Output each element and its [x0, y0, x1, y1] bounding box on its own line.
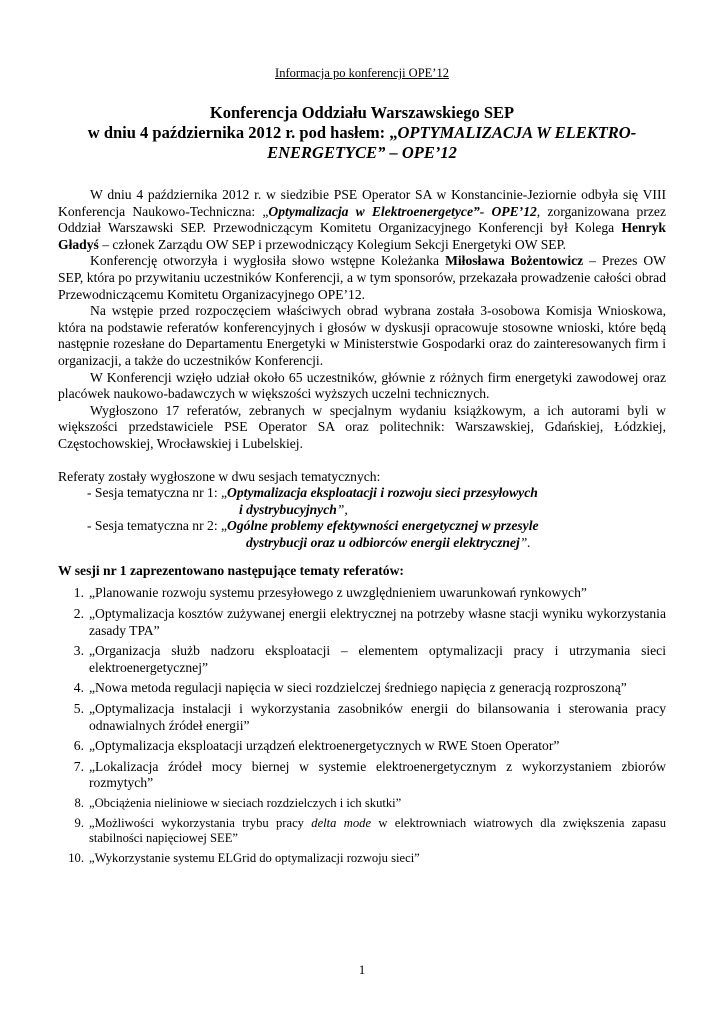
- sessions-intro: Referaty zostały wygłoszone w dwu sesjach tematycznych:: [58, 468, 381, 484]
- session-1-topic-end: ”,: [336, 501, 348, 517]
- list-item-text: „Optymalizacja eksploatacji urządzeń elektroenergetycznych w RWE Stoen Operator”: [89, 738, 560, 754]
- session-2-topic-line-2: [58, 535, 666, 552]
- list-item-number: 9.: [74, 815, 84, 830]
- p2-text-a: Konferencję otworzyła i wygłosiła słowo wstępne Koleżanka: [90, 253, 446, 269]
- list-item: [58, 851, 666, 867]
- list-item: [58, 759, 666, 792]
- list-item-number: 6.: [73, 738, 84, 754]
- list-item-text: „Lokalizacja źródeł mocy biernej w systemie elektroenergetycznym z wykorzystaniem zbiorów rozmytych”: [89, 758, 666, 791]
- session-2-topic-end: ”.: [519, 534, 531, 550]
- list-item-number: 1.: [73, 585, 84, 601]
- session-1-lead: - Sesja tematyczna nr 1: „: [87, 485, 228, 501]
- list-item-number: 3.: [73, 643, 84, 659]
- list-item-text: „Optymalizacja instalacji i wykorzystania zasobników energii do bilansowania i sterowania pracy odnawialnych źródeł energii”: [89, 701, 666, 733]
- paragraph-4: W Konferencji wzięło udział około 65 uczestników, głównie z różnych firm energetyki zawodowej oraz placówek naukowo-badawczych w większości wyższych uczelni technicznych.: [58, 369, 666, 402]
- references-heading: W sesji nr 1 zaprezentowano następujące tematy referatów:: [58, 563, 404, 579]
- document-header: Informacja po konferencji OPE’12: [275, 66, 449, 80]
- session-2-lead: - Sesja tematyczna nr 2: „: [87, 518, 228, 534]
- references-list: [58, 585, 666, 866]
- p2-person-name: Miłosława Bożentowicz: [445, 253, 584, 269]
- paragraph-3: Na wstępie przed rozpoczęciem właściwych obrad wybrana została 3-osobowa Komisja Wnioskowa, która na podstawie referatów konferencyjnych i głosów w dyskusji opracowuje stosowne wnioski, które będą następnie rozesłane do Departamentu Energetyki w Ministerstwie Gospodarki oraz do zainteresowanych firm i organizacji, a także do uczestników Konferencji.: [58, 303, 666, 368]
- list-item-text: „Optymalizacja kosztów zużywanej energii elektrycznej na potrzeby własne stacji wyniku wykorzystania zasady TPA”: [89, 606, 666, 638]
- title-line-2-italic: OPTYMALIZACJA W ELEKTRO-: [397, 123, 637, 142]
- session-2: [58, 518, 666, 535]
- spacer: [58, 453, 666, 469]
- p2-text-c: – Prezes OW SEP, która po przywitaniu uczestników Konferencji, a w tym sponsorów, przekazała prowadzenie całości obrad Przewodniczącemu Komitetu Organizacyjnego OPE’12.: [58, 253, 666, 302]
- session-1-topic-line-2-text: i dystrybucyjnych: [239, 501, 337, 517]
- list-item: [58, 796, 666, 812]
- list-item: [58, 701, 666, 734]
- p1-text-a: W dniu 4 października 2012 r. w siedzibie PSE Operator SA w Konstancinie-Jeziornie odbyła się VIII Konferencja Naukowo-Techniczna: „: [58, 187, 666, 219]
- list-item-text-a: „Możliwości wykorzystania trybu pracy: [89, 815, 312, 830]
- list-item: [58, 585, 666, 602]
- list-item-number: 4.: [73, 680, 84, 696]
- list-item: [58, 643, 666, 676]
- session-1-topic-line-2: [58, 502, 666, 519]
- session-2-topic-line-2-text: dystrybucji oraz u odbiorców energii elektrycznej: [246, 534, 520, 550]
- list-item-number: 7.: [73, 758, 84, 774]
- p1-conference-name: Optymalizacja w Elektroenergetyce”- OPE’12: [268, 203, 537, 219]
- list-item-number: 5.: [73, 701, 84, 717]
- session-1: [58, 485, 666, 502]
- paragraph-5: Wygłoszono 17 referatów, zebranych w specjalnym wydaniu książkowym, a ich autorami byli w większości przedstawiciele PSE Operator SA oraz politechnik: Warszawskiej, Gdańskiej, Łódzkiej, Częstochowskiej, Wrocławskiej i Lubelskiej.: [58, 402, 666, 451]
- title-line-3: ENERGETYCE” – OPE’12: [267, 143, 457, 162]
- session-1-topic-line-1: Optymalizacja eksploatacji i rozwoju sieci przesyłowych: [227, 485, 538, 501]
- list-item-text-emphasis: delta mode: [311, 815, 372, 830]
- list-item: [58, 606, 666, 639]
- title-line-1: Konferencja Oddziału Warszawskiego SEP: [209, 103, 515, 122]
- list-item: [58, 816, 666, 847]
- session-2-topic-line-1: Ogólne problemy efektywności energetycznej w przesyle: [227, 518, 539, 534]
- list-item-number: 8.: [74, 796, 84, 810]
- paragraph-2: [58, 253, 666, 303]
- title-line-2-plain: w dniu 4 października 2012 r. pod hasłem: „: [87, 123, 398, 142]
- p1-text-c: , zorganizowana przez Oddział Warszawski SEP. Przewodniczącym Komitetu Organizacyjnego Konferencji był Kolega: [58, 203, 666, 236]
- list-item-text: „Nowa metoda regulacji napięcia w sieci rozdzielczej średniego napięcia z generacją rozproszoną”: [89, 680, 627, 696]
- list-item-number: 2.: [73, 606, 84, 622]
- list-item-text: „Wykorzystanie systemu ELGrid do optymalizacji rozwoju sieci”: [89, 850, 420, 865]
- list-item-number: 10.: [68, 850, 84, 865]
- page-number: 1: [358, 962, 366, 977]
- list-item-text-b: w elektrowniach wiatrowych dla zwiększenia zapasu stabilności napięciowej SEE”: [89, 815, 667, 846]
- list-item-text: [89, 816, 666, 847]
- list-item-text: „Planowanie rozwoju systemu przesyłowego z uwzględnieniem uwarunkowań rynkowych”: [89, 585, 587, 601]
- list-item: [58, 738, 666, 755]
- p1-text-e: – członek Zarządu OW SEP i przewodniczący Kolegium Sekcji Energetyki OW SEP.: [98, 236, 567, 252]
- list-item-text: „Organizacja służb nadzoru eksploatacji – elementem optymalizacji pracy i utrzymania sieci elektroenergetycznej”: [89, 643, 666, 675]
- document-title: [58, 103, 666, 163]
- paragraph-1: [58, 187, 666, 253]
- title-line-2: [58, 123, 666, 143]
- list-item-text: „Obciążenia nieliniowe w sieciach rozdzielczych i ich skutki”: [89, 796, 402, 810]
- list-item: [58, 680, 666, 697]
- p1-person-name: Henryk Gładyś: [58, 220, 666, 252]
